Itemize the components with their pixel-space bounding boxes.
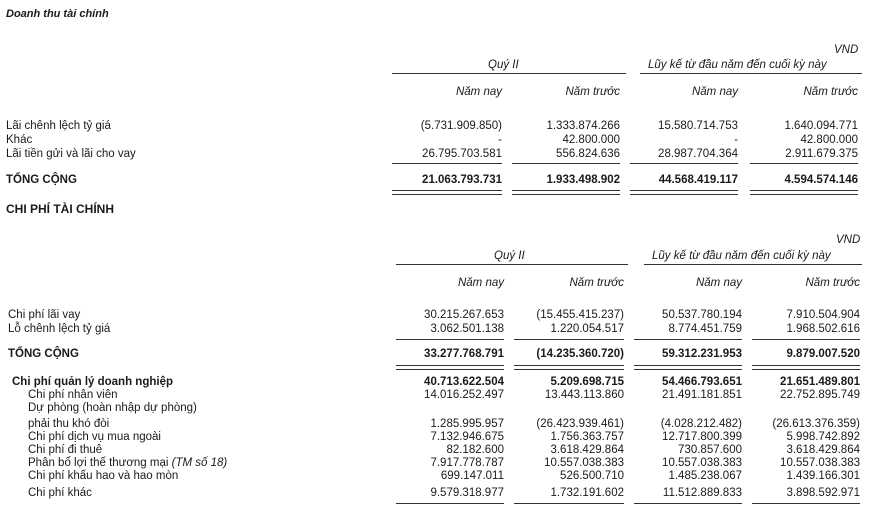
row-label: Chi phí đi thuê xyxy=(28,444,103,456)
row-label: Lãi tiền gửi và lãi cho vay xyxy=(6,148,136,160)
double-divider xyxy=(392,190,502,195)
table-cell: 3.618.429.864 xyxy=(550,444,624,456)
table-cell: 730.857.600 xyxy=(678,444,742,456)
row-label: Lãi chênh lệch tỷ giá xyxy=(6,120,111,132)
double-divider xyxy=(634,365,742,370)
column-header: Năm trước xyxy=(805,277,860,289)
divider xyxy=(752,339,860,340)
divider xyxy=(630,163,738,164)
admin-header-label: Chi phí quản lý doanh nghiệp xyxy=(12,376,173,388)
table-cell: 1.485.238.067 xyxy=(668,470,742,482)
double-divider xyxy=(750,190,858,195)
table-cell: 15.580.714.753 xyxy=(658,120,738,132)
double-divider xyxy=(396,365,504,370)
table-cell: 3.618.429.864 xyxy=(786,444,860,456)
row-label: Khác xyxy=(6,134,33,146)
table-cell: 1.640.094.771 xyxy=(784,120,858,132)
table-cell: 28.987.704.364 xyxy=(658,148,738,160)
row-label: Chi phí lãi vay xyxy=(8,309,81,321)
total-cell: 4.594.574.146 xyxy=(784,174,858,186)
double-divider xyxy=(752,365,860,370)
total-cell: 44.568.419.117 xyxy=(658,174,738,186)
table-cell: 7.917.778.787 xyxy=(430,457,504,469)
divider xyxy=(644,264,862,265)
table-cell: 42.800.000 xyxy=(800,134,858,146)
divider xyxy=(634,339,742,340)
table-cell: 1.285.995.957 xyxy=(430,418,504,430)
table-cell: 82.182.600 xyxy=(446,444,504,456)
table-cell: 556.824.636 xyxy=(556,148,620,160)
group-header-ytd: Lũy kế từ đầu năm đến cuối kỳ này xyxy=(648,59,827,71)
row-label: Chi phí khác xyxy=(28,487,92,499)
column-header: Năm trước xyxy=(569,277,624,289)
table-cell: (26.423.939.461) xyxy=(536,418,624,430)
row-label: phải thu khó đòi xyxy=(28,418,110,430)
divider xyxy=(396,503,504,504)
divider xyxy=(634,503,742,504)
table-cell: (5.731.909.850) xyxy=(420,120,502,132)
table-cell: 26.795.703.581 xyxy=(422,148,502,160)
row-label: Lỗ chênh lệch tỷ giá xyxy=(8,323,111,335)
table-cell: 3.062.501.138 xyxy=(430,323,504,335)
table-cell: 1.756.363.757 xyxy=(550,431,624,443)
table-cell: (4.028.212.482) xyxy=(660,418,742,430)
divider xyxy=(396,264,628,265)
column-header: Năm trước xyxy=(565,86,620,98)
table-cell: 11.512.889.833 xyxy=(662,487,742,499)
admin-header-cell: 5.209.698.715 xyxy=(550,376,624,388)
table-cell: 21.491.181.851 xyxy=(662,389,742,401)
row-label: Phân bổ lợi thế thương mại xyxy=(28,457,169,469)
table-cell: 1.968.502.616 xyxy=(786,323,860,335)
table-cell: 1.333.874.266 xyxy=(546,120,620,132)
currency-label: VND xyxy=(836,234,861,246)
column-header: Năm nay xyxy=(457,277,504,289)
table-cell: 9.579.318.977 xyxy=(430,487,504,499)
section-title: CHI PHÍ TÀI CHÍNH xyxy=(6,202,114,216)
table-cell: - xyxy=(734,134,738,146)
total-label: TỔNG CỘNG xyxy=(8,348,79,360)
table-cell: 7.910.504.904 xyxy=(786,309,860,321)
double-divider xyxy=(630,190,738,195)
double-divider xyxy=(512,190,620,195)
admin-header-cell: 40.713.622.504 xyxy=(424,376,504,388)
total-cell: 59.312.231.953 xyxy=(662,348,742,360)
row-label: Dự phòng (hoàn nhập dự phòng) xyxy=(28,402,197,414)
table-cell: 526.500.710 xyxy=(560,470,624,482)
total-cell: 1.933.498.902 xyxy=(546,174,620,186)
note-reference: (TM số 18) xyxy=(171,457,228,469)
table-cell: 12.717.800.399 xyxy=(662,431,742,443)
table-cell: 699.147.011 xyxy=(440,470,504,482)
total-cell: 21.063.793.731 xyxy=(422,174,502,186)
admin-header-cell: 54.466.793.651 xyxy=(662,376,742,388)
divider xyxy=(514,503,624,504)
table-cell: (26.613.376.359) xyxy=(772,418,860,430)
divider xyxy=(392,163,502,164)
divider xyxy=(640,73,862,74)
table-cell: 1.439.166.301 xyxy=(786,470,860,482)
row-label: Chi phí nhân viên xyxy=(28,389,118,401)
table-cell: 1.220.054.517 xyxy=(550,323,624,335)
page-title: Doanh thu tài chính xyxy=(6,8,109,20)
column-header: Năm nay xyxy=(455,86,502,98)
column-header: Năm trước xyxy=(803,86,858,98)
row-label: Chi phí khấu hao và hao mòn xyxy=(28,470,179,482)
total-cell: 9.879.007.520 xyxy=(786,348,860,360)
divider xyxy=(396,339,504,340)
table-cell: 50.537.780.194 xyxy=(662,309,742,321)
double-divider xyxy=(514,365,624,370)
divider xyxy=(514,339,624,340)
currency-label: VND xyxy=(834,44,859,56)
table-cell: 22.752.895.749 xyxy=(780,389,860,401)
row-label: Chi phí dịch vụ mua ngoài xyxy=(28,431,161,443)
group-header-quarter: Quý II xyxy=(488,59,519,71)
table-cell: 10.557.038.383 xyxy=(544,457,624,469)
column-header: Năm nay xyxy=(695,277,742,289)
total-label: TỔNG CỘNG xyxy=(6,174,77,186)
table-cell: 14.016.252.497 xyxy=(424,389,504,401)
divider xyxy=(512,163,620,164)
table-cell: - xyxy=(498,134,502,146)
table-cell: (15.455.415.237) xyxy=(536,309,624,321)
table-cell: 2.911.679.375 xyxy=(785,148,858,160)
column-header: Năm nay xyxy=(691,86,738,98)
table-cell: 10.557.038.383 xyxy=(780,457,860,469)
table-cell: 42.800.000 xyxy=(562,134,620,146)
admin-header-cell: 21.651.489.801 xyxy=(780,376,860,388)
row-label-with-note xyxy=(28,457,227,469)
divider xyxy=(750,163,858,164)
divider xyxy=(392,73,626,74)
total-cell: (14.235.360.720) xyxy=(536,348,624,360)
total-cell: 33.277.768.791 xyxy=(424,348,504,360)
group-header-ytd: Lũy kế từ đầu năm đến cuối kỳ này xyxy=(652,250,831,262)
table-cell: 5.998.742.892 xyxy=(786,431,860,443)
table-cell: 8.774.451.759 xyxy=(668,323,742,335)
table-cell: 3.898.592.971 xyxy=(786,487,860,499)
table-cell: 13.443.113.860 xyxy=(544,389,624,401)
table-cell: 1.732.191.602 xyxy=(550,487,624,499)
table-cell: 30.215.267.653 xyxy=(424,309,504,321)
group-header-quarter: Quý II xyxy=(494,250,525,262)
table-cell: 7.132.946.675 xyxy=(430,431,504,443)
divider xyxy=(752,503,860,504)
table-cell: 10.557.038.383 xyxy=(662,457,742,469)
